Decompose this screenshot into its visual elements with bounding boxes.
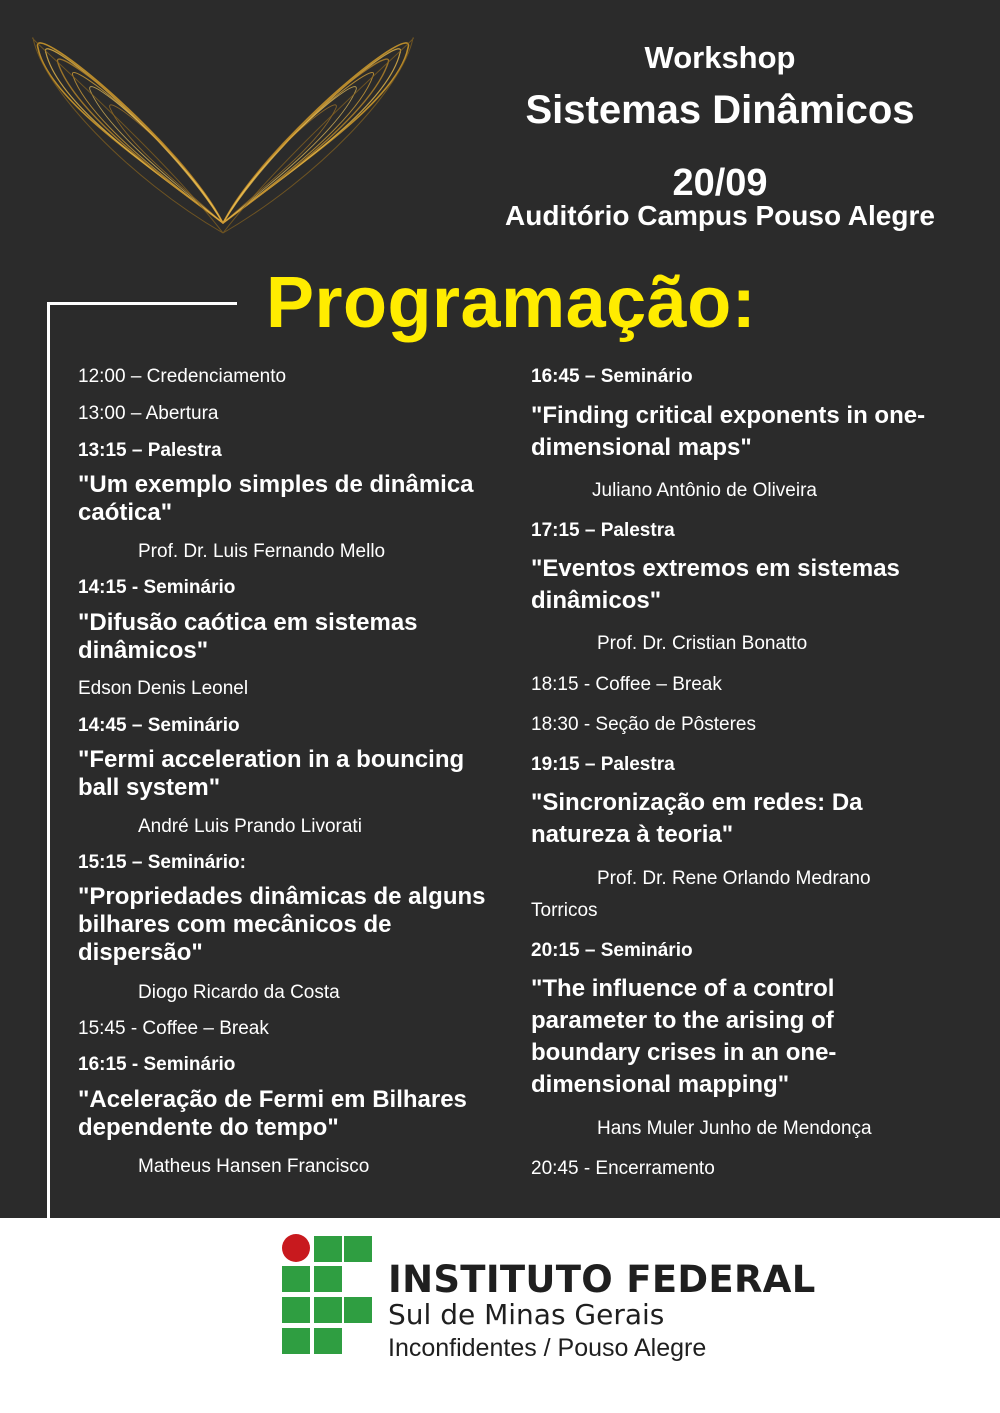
schedule-time: 13:15 – Palestra: [78, 440, 222, 461]
frame-line-horizontal: [47, 302, 237, 305]
talk-title: "Difusão caótica em sistemas dinâmicos": [78, 609, 418, 664]
speaker-name: Diogo Ricardo da Costa: [138, 982, 340, 1003]
event-date: 20/09: [672, 162, 768, 204]
logo-square: [344, 1297, 372, 1323]
talk-title: "Sincronização em redes: Da natureza à teoria": [531, 789, 863, 848]
logo-square: [314, 1236, 342, 1262]
talk-title: "Eventos extremos em sistemas dinâmicos": [531, 555, 900, 614]
talk-title: "Um exemplo simples de dinâmica caótica": [78, 471, 474, 526]
schedule-time: 14:45 – Seminário: [78, 715, 240, 736]
schedule-item: 15:45 - Coffee – Break: [78, 1018, 269, 1039]
event-place: Auditório Campus Pouso Alegre: [505, 200, 935, 231]
logo-square: [282, 1297, 310, 1323]
schedule-time: 20:15 – Seminário: [531, 940, 693, 961]
programacao-heading: Programação:: [266, 263, 757, 343]
talk-title: "Fermi acceleration in a bouncing ball system": [78, 746, 465, 801]
institution-campus: Inconfidentes / Pouso Alegre: [388, 1334, 707, 1362]
speaker-name: Matheus Hansen Francisco: [138, 1156, 370, 1177]
schedule-time: 16:45 – Seminário: [531, 366, 693, 387]
schedule-time: 16:15 - Seminário: [78, 1054, 236, 1075]
logo-square: [282, 1328, 310, 1354]
schedule-item: 12:00 – Credenciamento: [78, 366, 287, 387]
schedule-item: 20:45 - Encerramento: [531, 1158, 715, 1179]
talk-title: "Finding critical exponents in one-dimensional maps": [531, 402, 926, 461]
speaker-name-cont: Torricos: [531, 900, 598, 921]
lorenz-attractor-graphic: [18, 8, 428, 248]
logo-square: [314, 1297, 342, 1323]
speaker-name: André Luis Prando Livorati: [138, 816, 362, 837]
logo-square: [344, 1236, 372, 1262]
speaker-name: Juliano Antônio de Oliveira: [592, 480, 817, 501]
logo-square: [314, 1266, 342, 1292]
frame-line-vertical: [47, 302, 50, 1218]
institution-name: INSTITUTO FEDERAL: [388, 1258, 816, 1301]
institution-region: Sul de Minas Gerais: [388, 1298, 665, 1331]
talk-title: "Propriedades dinâmicas de alguns bilhares com mecânicos de dispersão": [78, 883, 486, 966]
schedule-time: 14:15 - Seminário: [78, 577, 236, 598]
schedule-time: 15:15 – Seminário:: [78, 852, 246, 873]
schedule-time: 17:15 – Palestra: [531, 520, 675, 541]
schedule-time: 19:15 – Palestra: [531, 754, 675, 775]
schedule-item: 13:00 – Abertura: [78, 403, 219, 424]
speaker-name: Edson Denis Leonel: [78, 678, 249, 699]
event-title: Sistemas Dinâmicos: [525, 88, 915, 132]
logo-square: [314, 1328, 342, 1354]
schedule-item: 18:30 - Seção de Pôsteres: [531, 714, 756, 735]
speaker-name: Hans Muler Junho de Mendonça: [597, 1118, 872, 1139]
schedule-item: 18:15 - Coffee – Break: [531, 674, 722, 695]
talk-title: "Aceleração de Fermi em Bilhares dependente do tempo": [78, 1086, 467, 1141]
workshop-label: Workshop: [644, 40, 796, 75]
logo-red-dot: [282, 1234, 310, 1262]
speaker-name: Prof. Dr. Luis Fernando Mello: [138, 541, 386, 562]
speaker-name: Prof. Dr. Rene Orlando Medrano: [597, 868, 871, 889]
talk-title: "The influence of a control parameter to the arising of boundary crises in an one-dimensional mapping": [531, 975, 837, 1098]
logo-square: [282, 1266, 310, 1292]
speaker-name: Prof. Dr. Cristian Bonatto: [597, 633, 808, 654]
